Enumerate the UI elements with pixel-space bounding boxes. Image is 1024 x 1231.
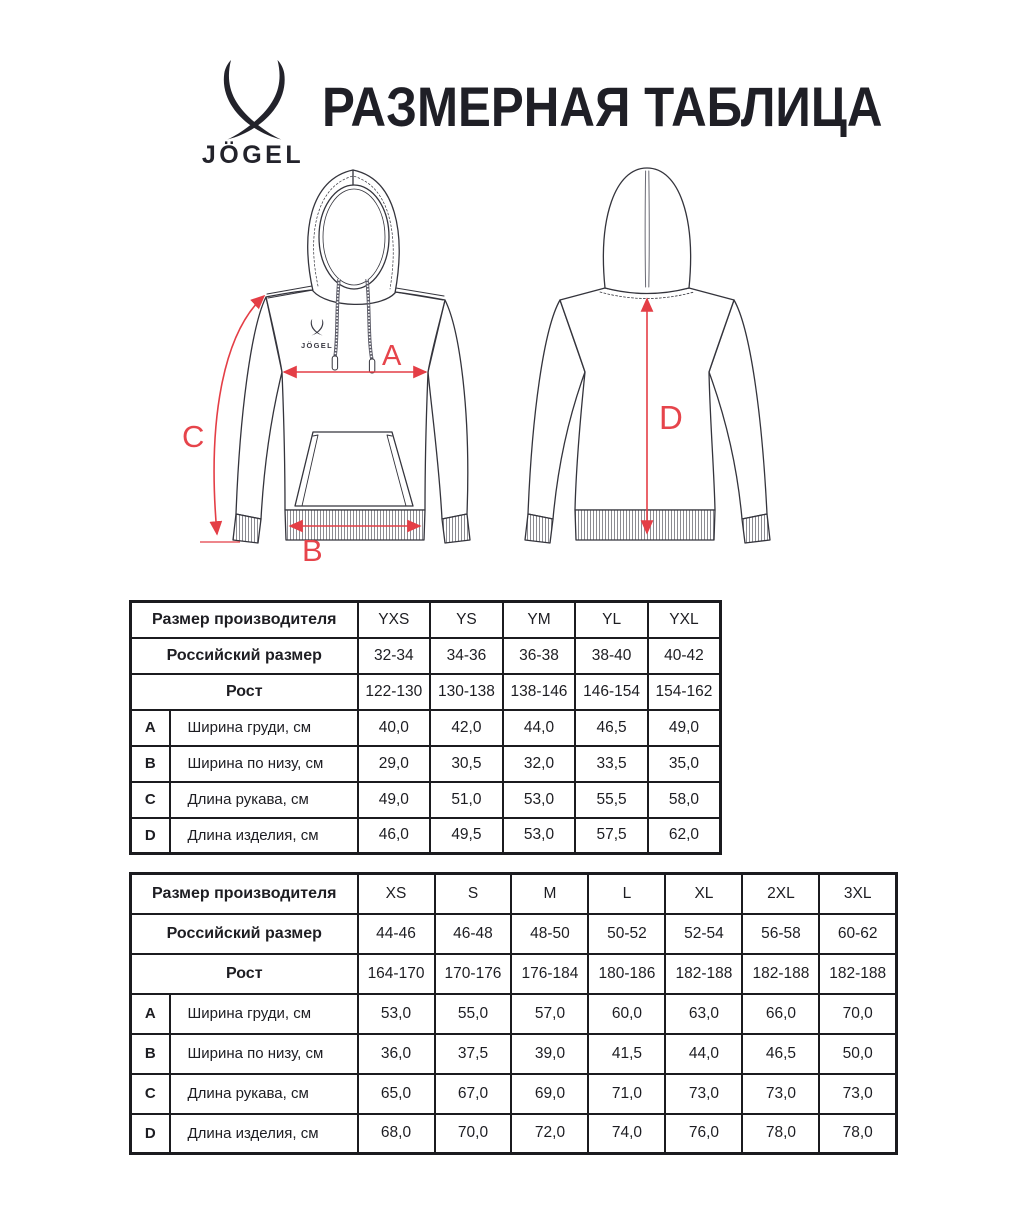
measure-value-cell: 62,0 — [648, 818, 721, 854]
measure-value-cell: 58,0 — [648, 782, 721, 818]
measure-label-cell: Длина рукава, см — [170, 1074, 358, 1114]
row-label: Размер производителя — [131, 874, 358, 914]
measure-letter-cell: D — [131, 818, 170, 854]
measure-value-cell: 32,0 — [503, 746, 576, 782]
back-right-cuff-ribbing — [742, 514, 770, 543]
kangaroo-pocket — [295, 432, 413, 506]
measure-label-cell: Ширина груди, см — [170, 710, 358, 746]
back-left-cuff-ribbing — [525, 514, 553, 543]
measure-letter-cell: A — [131, 994, 170, 1034]
measure-label-cell: Ширина по низу, см — [170, 746, 358, 782]
row-label: Размер производителя — [131, 602, 358, 638]
table-measure-row — [131, 746, 721, 782]
measure-value-cell: 44,0 — [665, 1034, 742, 1074]
front-hood — [308, 170, 399, 304]
table-header-row — [131, 602, 721, 638]
size-value-cell: 176-184 — [511, 954, 588, 994]
size-value-cell: 36-38 — [503, 638, 576, 674]
measure-value-cell: 66,0 — [742, 994, 819, 1034]
aglet-right — [369, 359, 374, 373]
size-value-cell: 170-176 — [435, 954, 512, 994]
size-value-cell: 40-42 — [648, 638, 721, 674]
back-hem-ribbing — [575, 510, 715, 540]
size-value-cell: YXL — [648, 602, 721, 638]
table-header-row — [131, 638, 721, 674]
measure-value-cell: 72,0 — [511, 1114, 588, 1154]
row-label: Рост — [131, 674, 358, 710]
brand-logo — [189, 58, 319, 170]
hoodie-front-diagram — [160, 163, 505, 568]
row-label: Рост — [131, 954, 358, 994]
size-value-cell: 34-36 — [430, 638, 503, 674]
measure-value-cell: 78,0 — [742, 1114, 819, 1154]
measure-value-cell: 78,0 — [819, 1114, 896, 1154]
size-value-cell: 50-52 — [588, 914, 665, 954]
size-value-cell: S — [435, 874, 512, 914]
size-value-cell: 3XL — [819, 874, 896, 914]
measure-value-cell: 68,0 — [358, 1114, 435, 1154]
aglet-left — [332, 356, 337, 370]
measure-value-cell: 53,0 — [503, 818, 576, 854]
measure-value-cell: 46,0 — [358, 818, 431, 854]
measure-value-cell: 70,0 — [435, 1114, 512, 1154]
measure-value-cell: 53,0 — [503, 782, 576, 818]
size-value-cell: YM — [503, 602, 576, 638]
measure-value-cell: 60,0 — [588, 994, 665, 1034]
measure-value-cell: 70,0 — [819, 994, 896, 1034]
size-value-cell: XS — [358, 874, 435, 914]
measure-value-cell: 55,0 — [435, 994, 512, 1034]
measure-letter-cell: C — [131, 782, 170, 818]
measure-label-c: C — [182, 419, 205, 454]
measure-value-cell: 36,0 — [358, 1034, 435, 1074]
size-value-cell: L — [588, 874, 665, 914]
table-measure-row — [131, 1114, 897, 1154]
measure-letter-cell: B — [131, 746, 170, 782]
size-value-cell: 164-170 — [358, 954, 435, 994]
size-value-cell: 48-50 — [511, 914, 588, 954]
size-value-cell: 122-130 — [358, 674, 431, 710]
row-label: Российский размер — [131, 638, 358, 674]
table-header-row — [131, 954, 897, 994]
table-measure-row — [131, 782, 721, 818]
measure-value-cell: 76,0 — [665, 1114, 742, 1154]
measure-value-cell: 71,0 — [588, 1074, 665, 1114]
size-value-cell: 44-46 — [358, 914, 435, 954]
measure-value-cell: 73,0 — [742, 1074, 819, 1114]
hoodie-back-diagram — [520, 163, 865, 568]
measure-value-cell: 69,0 — [511, 1074, 588, 1114]
back-hood — [603, 168, 690, 294]
measure-label-d: D — [659, 399, 683, 436]
size-value-cell: 38-40 — [575, 638, 648, 674]
size-value-cell: 130-138 — [430, 674, 503, 710]
table-measure-row — [131, 818, 721, 854]
size-value-cell: YS — [430, 602, 503, 638]
measure-letter-cell: D — [131, 1114, 170, 1154]
measure-letter-cell: B — [131, 1034, 170, 1074]
measure-value-cell: 40,0 — [358, 710, 431, 746]
measure-value-cell: 46,5 — [742, 1034, 819, 1074]
measure-label-cell: Ширина по низу, см — [170, 1034, 358, 1074]
measure-value-cell: 33,5 — [575, 746, 648, 782]
measure-value-cell: 44,0 — [503, 710, 576, 746]
measure-value-cell: 29,0 — [358, 746, 431, 782]
size-value-cell: YL — [575, 602, 648, 638]
measure-value-cell: 73,0 — [665, 1074, 742, 1114]
measure-value-cell: 57,0 — [511, 994, 588, 1034]
measure-label-b: B — [302, 533, 323, 568]
size-value-cell: M — [511, 874, 588, 914]
size-value-cell: YXS — [358, 602, 431, 638]
size-value-cell: XL — [665, 874, 742, 914]
size-value-cell: 2XL — [742, 874, 819, 914]
page-title: РАЗМЕРНАЯ ТАБЛИЦА — [322, 75, 883, 138]
measure-value-cell: 49,0 — [358, 782, 431, 818]
measure-label-cell: Длина изделия, см — [170, 818, 358, 854]
size-value-cell: 154-162 — [648, 674, 721, 710]
size-value-cell: 182-188 — [665, 954, 742, 994]
table-header-row — [131, 674, 721, 710]
measure-value-cell: 73,0 — [819, 1074, 896, 1114]
measure-label-cell: Длина рукава, см — [170, 782, 358, 818]
row-label: Российский размер — [131, 914, 358, 954]
right-cuff-ribbing — [442, 514, 470, 543]
jogel-v-icon — [224, 60, 285, 140]
measure-value-cell: 41,5 — [588, 1034, 665, 1074]
size-table-adult — [129, 872, 898, 1155]
table-header-row — [131, 874, 897, 914]
measure-value-cell: 53,0 — [358, 994, 435, 1034]
size-value-cell: 182-188 — [819, 954, 896, 994]
measure-value-cell: 49,0 — [648, 710, 721, 746]
measure-letter-cell: C — [131, 1074, 170, 1114]
measure-value-cell: 37,5 — [435, 1034, 512, 1074]
measure-value-cell: 65,0 — [358, 1074, 435, 1114]
measure-value-cell: 67,0 — [435, 1074, 512, 1114]
measure-label-cell: Длина изделия, см — [170, 1114, 358, 1154]
size-value-cell: 138-146 — [503, 674, 576, 710]
measure-letter-cell: A — [131, 710, 170, 746]
measure-value-cell: 49,5 — [430, 818, 503, 854]
size-table-youth — [129, 600, 722, 855]
measure-label-a: A — [382, 340, 402, 372]
size-value-cell: 146-154 — [575, 674, 648, 710]
size-value-cell: 52-54 — [665, 914, 742, 954]
measure-value-cell: 51,0 — [430, 782, 503, 818]
brand-wordmark: JÖGEL — [201, 141, 305, 169]
measure-value-cell: 42,0 — [430, 710, 503, 746]
size-value-cell: 182-188 — [742, 954, 819, 994]
size-value-cell: 46-48 — [435, 914, 512, 954]
measure-value-cell: 55,5 — [575, 782, 648, 818]
size-value-cell: 180-186 — [588, 954, 665, 994]
table-header-row — [131, 914, 897, 954]
size-value-cell: 32-34 — [358, 638, 431, 674]
size-value-cell: 60-62 — [819, 914, 896, 954]
table-measure-row — [131, 710, 721, 746]
table-measure-row — [131, 1034, 897, 1074]
measure-value-cell: 63,0 — [665, 994, 742, 1034]
measure-label-cell: Ширина груди, см — [170, 994, 358, 1034]
measure-value-cell: 74,0 — [588, 1114, 665, 1154]
table-measure-row — [131, 994, 897, 1034]
measure-value-cell: 39,0 — [511, 1034, 588, 1074]
measure-value-cell: 50,0 — [819, 1034, 896, 1074]
measure-value-cell: 35,0 — [648, 746, 721, 782]
size-value-cell: 56-58 — [742, 914, 819, 954]
measure-value-cell: 57,5 — [575, 818, 648, 854]
measure-value-cell: 46,5 — [575, 710, 648, 746]
chest-logo-text: JÖGEL — [301, 341, 333, 350]
measure-value-cell: 30,5 — [430, 746, 503, 782]
table-measure-row — [131, 1074, 897, 1114]
left-cuff-ribbing — [233, 514, 261, 543]
